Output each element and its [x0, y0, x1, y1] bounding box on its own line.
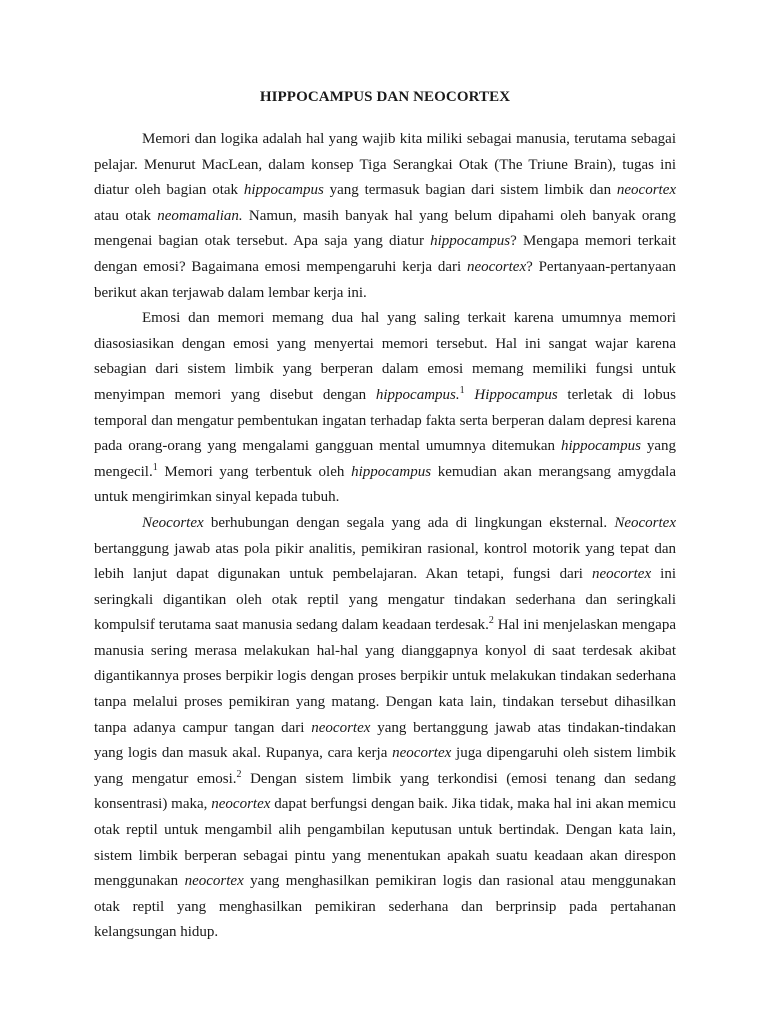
- footnote-marker: 1: [152, 461, 158, 473]
- text-segment: Dengan sistem limbik yang terkondisi (emosi tenang dan sedang konsentrasi) maka,: [94, 770, 676, 813]
- italic-term: neocortex: [184, 873, 244, 890]
- italic-term: hippocampus: [351, 463, 432, 480]
- italic-term: hippocampus: [430, 233, 511, 250]
- text-segment: Hal ini menjelaskan mengapa manusia sering merasa melakukan hal-hal yang dianggapnya konyol di saat terdesak akibat digantikannya proses berpikir logis dengan proses berpikir untuk melakukan tindakan sederhana tanpa melalui proses pemikiran yang matang. Dengan kata lain, tindakan tersebut dihasilkan tanpa adanya campur tangan dari: [94, 617, 676, 736]
- document-page: [94, 80, 676, 946]
- text-segment: Memori yang terbentuk oleh: [157, 463, 352, 480]
- text-segment: yang mengecil.: [94, 438, 676, 480]
- paragraph-1: [94, 127, 676, 306]
- text-segment: atau otak: [94, 207, 158, 224]
- paragraph-3: [94, 511, 676, 946]
- document-title: HIPPOCAMPUS DAN NEOCORTEX: [259, 89, 511, 105]
- italic-term: hippocampus: [375, 386, 456, 403]
- italic-term: neocortex: [591, 566, 652, 583]
- italic-term: hippocampus: [243, 182, 324, 199]
- text-segment: Namun, masih banyak hal yang belum dipahami oleh banyak orang mengenai bagian otak tersebut. Apa saja yang diatur: [94, 207, 676, 250]
- footnote-marker: 2: [488, 615, 494, 627]
- text-segment: yang menghasilkan pemikiran logis dan rasional atau menggunakan otak reptil yang menghasilkan pemikiran sederhana dan berprinsip pada pertahanan kelangsungan hidup.: [94, 873, 676, 941]
- italic-term: neocortex: [211, 796, 271, 813]
- italic-term: Neocortex: [614, 514, 676, 531]
- text-segment: ini seringkali digantikan oleh otak reptil yang mengatur tindakan sederhana dan seringkali kompulsif terutama saat manusia sedang dalam keadaan terdesak.: [94, 566, 677, 634]
- italic-term: neomamalian.: [157, 207, 243, 224]
- footnote-marker: 2: [236, 768, 242, 780]
- italic-term: neocortex: [311, 719, 371, 736]
- text-segment: terletak di lobus temporal dan mengatur pembentukan ingatan terhadap fakta serta berperan dalam depresi karena pada orang-orang yang mengalami gangguan mental umumnya ditemukan: [94, 386, 677, 455]
- italic-term: neocortex: [616, 182, 677, 199]
- text-segment: .: [455, 386, 460, 403]
- text-segment: kemudian akan merangsang amygdala untuk mengirimkan sinyal kepada tubuh.: [94, 463, 676, 506]
- text-segment: dapat berfungsi dengan baik. Jika tidak, maka hal ini akan memicu otak reptil untuk mengambil alih pengambilan keputusan untuk bertindak. Dengan kata lain, sistem limbik berperan sebagai pintu yang menentukan apakah suatu keadaan akan direspon menggunakan: [94, 796, 676, 890]
- italic-term: Neocortex: [142, 514, 204, 531]
- text-segment: [465, 387, 475, 403]
- text-segment: yang bertanggung jawab atas tindakan-tindakan yang logis dan masuk akal. Rupanya, cara kerja: [94, 719, 676, 762]
- text-segment: berhubungan dengan segala yang ada di lingkungan eksternal.: [203, 514, 615, 531]
- paragraph-2: [94, 306, 676, 511]
- text-segment: ? Pertanyaan-pertanyaan berikut akan terjawab dalam lembar kerja ini.: [94, 258, 676, 301]
- text-segment: bertanggung jawab atas pola pikir analitis, pemikiran rasional, kontrol motorik yang tepat dan lebih lanjut dapat digunakan untuk pembelajaran. Akan tetapi, fungsi dari: [94, 540, 676, 583]
- italic-term: neocortex: [392, 745, 452, 762]
- text-segment: Memori dan logika adalah hal yang wajib kita miliki sebagai manusia, terutama sebagai pelajar. Menurut MacLean, dalam konsep Tiga Serangkai Otak (The Triune Brain), tugas ini diatur oleh bagian otak: [94, 131, 676, 199]
- text-segment: yang termasuk bagian dari sistem limbik dan: [323, 182, 617, 199]
- italic-term: hippocampus: [560, 438, 641, 455]
- text-segment: ? Mengapa memori terkait dengan emosi? Bagaimana emosi mempengaruhi kerja dari: [94, 233, 677, 275]
- italic-term: Hippocampus: [474, 386, 558, 403]
- text-segment: juga dipengaruhi oleh sistem limbik yang mengatur emosi.: [94, 745, 676, 787]
- italic-term: neocortex: [466, 258, 527, 275]
- footnote-marker: 1: [459, 384, 465, 396]
- text-segment: Emosi dan memori memang dua hal yang saling terkait karena umumnya memori diasosiasikan dengan emosi yang menyertai memori tersebut. Hal ini sangat wajar karena sebagian dari sistem limbik yang berperan dalam emosi memang memiliki fungsi untuk menyimpan memori yang disebut dengan: [94, 310, 676, 403]
